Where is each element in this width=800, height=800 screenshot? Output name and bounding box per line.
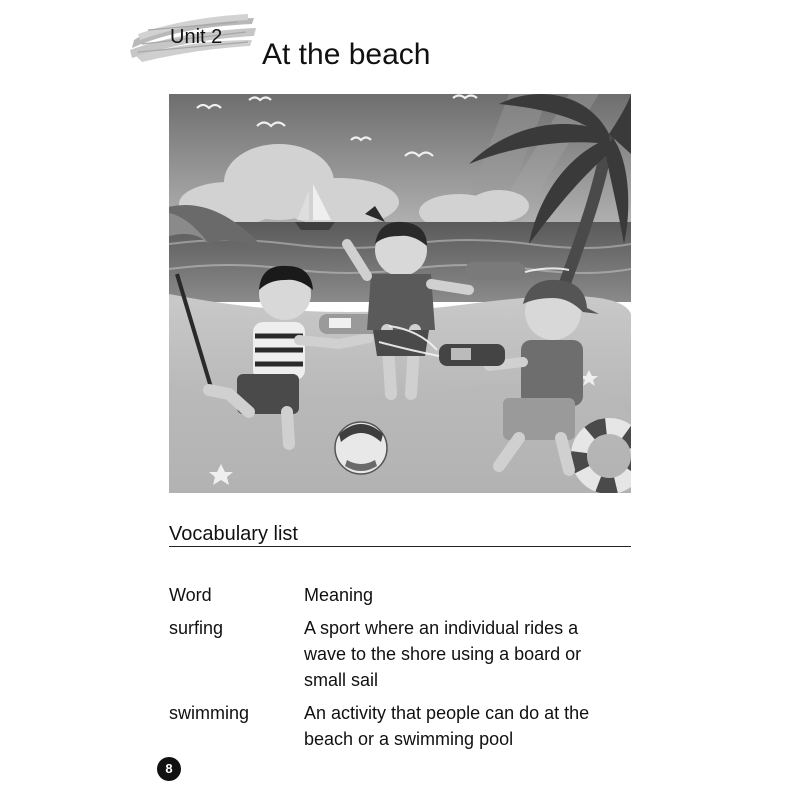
section-divider xyxy=(169,546,631,547)
vocabulary-row xyxy=(169,700,631,752)
page-title: At the beach xyxy=(262,38,431,71)
vocabulary-table xyxy=(169,582,631,759)
unit-label: Unit 2 xyxy=(170,26,223,48)
page-number: 8 xyxy=(157,757,181,781)
column-header-word: Word xyxy=(169,585,212,605)
vocabulary-meaning: A sport where an individual rides a wave to the shore using a board or small sail xyxy=(304,618,582,690)
beach-scene-icon xyxy=(169,94,631,493)
vocabulary-word: swimming xyxy=(169,703,250,723)
beach-scene-illustration xyxy=(169,94,631,493)
vocabulary-heading: Vocabulary list xyxy=(169,523,298,545)
vocabulary-header-row xyxy=(169,582,631,608)
vocabulary-word: surfing xyxy=(169,618,224,638)
unit-badge xyxy=(128,10,260,62)
vocabulary-meaning: An activity that people can do at the beach or a swimming pool xyxy=(304,703,590,749)
column-header-meaning: Meaning xyxy=(304,585,374,605)
vocabulary-row xyxy=(169,615,631,693)
